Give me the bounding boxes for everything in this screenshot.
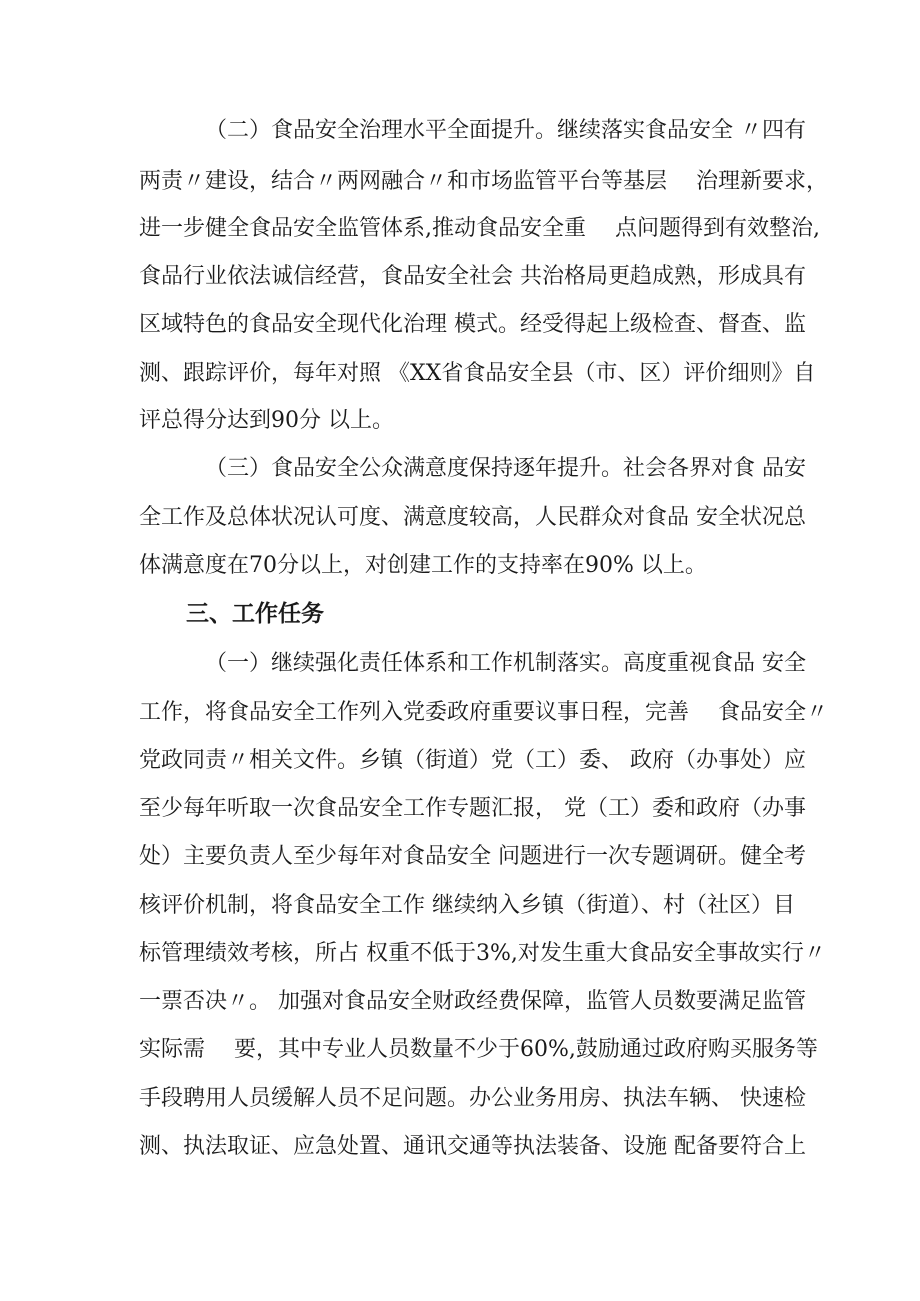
para2-line-6: 测、跟踪评价，每年对照 《XX省食品安全县（市、区）评价细则》自 bbox=[139, 361, 816, 386]
para3-line-3: 体满意度在70分以上，对创建工作的支持率在90% 以上。 bbox=[139, 553, 707, 578]
task1-line-11: 测、执法取证、应急处置、通讯交通等执法装备、设施 配备要符合上 bbox=[139, 1134, 806, 1159]
task1-line-8: 一票否决〃。 加强对食品安全财政经费保障，监管人员数要满足监管 bbox=[139, 989, 806, 1014]
task1-line-5: 处）主要负责人至少每年对食品安全 问题进行一次专题调研。健全考 bbox=[139, 844, 806, 869]
task1-line-7: 标管理绩效考核，所占 权重不低于3%,对发生重大食品安全事故实行〃 bbox=[139, 941, 826, 966]
para2-line-1: （二）食品安全治理水平全面提升。继续落实食品安全 〃四有 bbox=[205, 118, 806, 143]
para3-line-2: 全工作及总体状况认可度、满意度较高，人民群众对食品 安全状况总 bbox=[139, 505, 806, 530]
para2-line-7: 评总得分达到90分 以上。 bbox=[139, 408, 394, 433]
task1-line-6: 核评价机制，将食品安全工作 继续纳入乡镇（街道）、村（社区）目 bbox=[139, 893, 795, 918]
task1-line-1: （一）继续强化责任体系和工作机制落实。高度重视食品 安全 bbox=[205, 651, 806, 676]
para2-line-2: 两责〃建设，结合〃两网融合〃和市场监管平台等基层 治理新要求， bbox=[139, 169, 828, 194]
task1-line-10: 手段聘用人员缓解人员不足问题。办公业务用房、执法车辆、 快速检 bbox=[139, 1086, 806, 1111]
section-heading: 三、工作任务 bbox=[186, 601, 324, 627]
task1-line-4: 至少每年听取一次食品安全工作专题汇报， 党（工）委和政府（办事 bbox=[139, 796, 806, 821]
task1-line-3: 党政同责〃相关文件。乡镇（街道）党（工）委、 政府（办事处）应 bbox=[139, 748, 806, 773]
task1-line-9: 实际需 要，其中专业人员数量不少于60%,鼓励通过政府购买服务等 bbox=[139, 1037, 818, 1062]
para2-line-4: 食品行业依法诚信经营，食品安全社会 共治格局更趋成熟，形成具有 bbox=[139, 264, 806, 289]
para2-line-5: 区域特色的食品安全现代化治理 模式。经受得起上级检查、督查、监 bbox=[139, 312, 806, 337]
task1-line-2: 工作，将食品安全工作列入党委政府重要议事日程，完善 食品安全〃 bbox=[139, 700, 828, 725]
para2-line-3: 进一步健全食品安全监管体系,推动食品安全重 点问题得到有效整治, bbox=[139, 216, 820, 241]
para3-line-1: （三）食品安全公众满意度保持逐年提升。社会各界对食 品安 bbox=[205, 456, 806, 481]
